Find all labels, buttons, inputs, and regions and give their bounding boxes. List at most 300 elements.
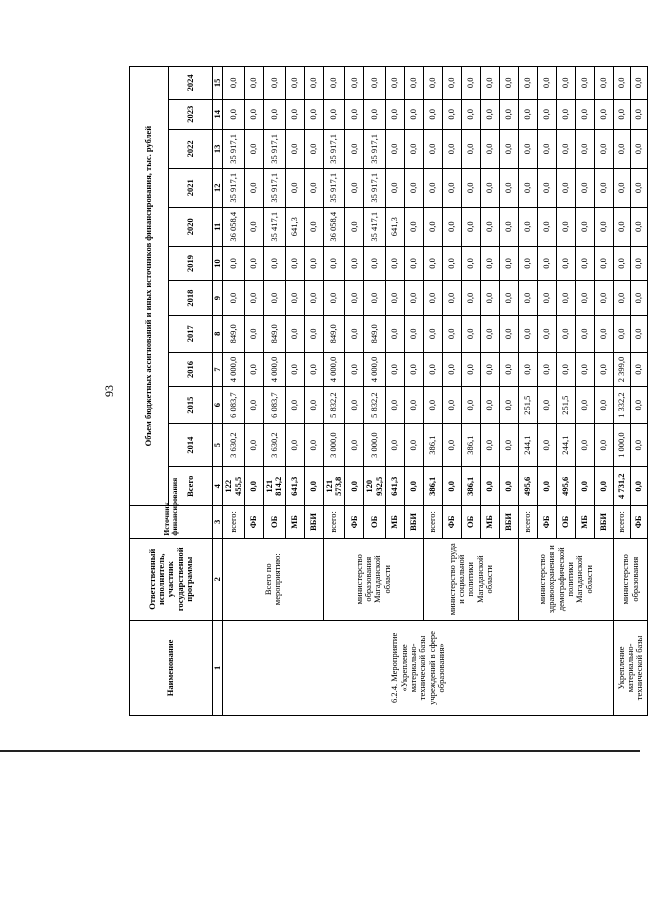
header-year: 2022 [169,129,213,168]
column-number: 5 [213,424,223,467]
value-cell: 3 000,0 [364,424,386,467]
value-cell: 244,1 [519,424,538,467]
value-cell: 0,0 [557,246,576,281]
value-cell: 0,0 [264,67,286,100]
value-cell: 0,0 [500,467,519,506]
value-cell: 0,0 [245,207,264,246]
value-cell: 0,0 [481,129,500,168]
column-number: 4 [213,467,223,506]
value-cell: 0,0 [443,207,462,246]
value-cell: 0,0 [538,315,557,352]
value-cell: 0,0 [462,99,481,129]
value-cell: 0,0 [576,467,595,506]
value-cell: 0,0 [345,281,364,316]
value-cell: 0,0 [576,315,595,352]
header-year: 2017 [169,315,213,352]
column-number: 1 [213,620,223,715]
value-cell: 35 917,1 [223,168,245,207]
value-cell: 0,0 [245,67,264,100]
value-cell: 0,0 [500,129,519,168]
value-cell: 0,0 [304,67,323,100]
value-cell: 0,0 [557,129,576,168]
value-cell: 0,0 [304,352,323,387]
table-row [223,67,245,716]
value-cell: 0,0 [500,315,519,352]
value-cell: 0,0 [443,246,462,281]
value-cell: 0,0 [595,67,614,100]
value-cell: 0,0 [462,129,481,168]
value-cell: 386,1 [424,467,443,506]
header-year: 2024 [169,67,213,100]
value-cell: 0,0 [500,387,519,424]
header-name: Наименование [130,620,213,715]
value-cell: 0,0 [443,281,462,316]
value-cell: 0,0 [345,168,364,207]
value-cell: 0,0 [538,168,557,207]
value-cell: 0,0 [595,99,614,129]
source-cell: ОБ [264,506,286,538]
value-cell: 0,0 [245,129,264,168]
column-number: 7 [213,352,223,387]
value-cell: 0,0 [405,352,424,387]
value-cell: 0,0 [443,387,462,424]
value-cell: 35 917,1 [264,168,286,207]
column-number: 10 [213,246,223,281]
value-cell: 0,0 [245,315,264,352]
value-cell: 0,0 [481,207,500,246]
value-cell: 0,0 [405,467,424,506]
value-cell: 0,0 [614,67,631,100]
value-cell: 0,0 [500,281,519,316]
value-cell: 3 000,0 [323,424,345,467]
value-cell: 0,0 [443,67,462,100]
value-cell: 6 083,7 [264,387,286,424]
value-cell: 0,0 [424,352,443,387]
source-cell: ФБ [538,506,557,538]
value-cell: 0,0 [424,67,443,100]
value-cell: 0,0 [386,315,405,352]
value-cell: 0,0 [538,467,557,506]
source-cell: МБ [285,506,304,538]
value-cell: 0,0 [424,246,443,281]
value-cell: 0,0 [595,129,614,168]
value-cell: 0,0 [304,424,323,467]
value-cell: 0,0 [500,67,519,100]
value-cell: 0,0 [304,207,323,246]
value-cell: 0,0 [595,246,614,281]
value-cell: 0,0 [631,67,648,100]
value-cell: 0,0 [223,67,245,100]
value-cell: 495,6 [519,467,538,506]
value-cell: 641,3 [285,207,304,246]
value-cell: 0,0 [631,315,648,352]
value-cell: 0,0 [245,467,264,506]
value-cell: 35 417,1 [264,207,286,246]
value-cell: 0,0 [424,387,443,424]
table-row [614,67,631,716]
value-cell: 0,0 [223,99,245,129]
value-cell: 4 731,2 [614,467,631,506]
value-cell: 0,0 [386,246,405,281]
value-cell: 0,0 [285,281,304,316]
value-cell: 3 630,2 [264,424,286,467]
value-cell: 0,0 [576,168,595,207]
column-number: 9 [213,281,223,316]
value-cell: 0,0 [576,67,595,100]
value-cell: 0,0 [481,315,500,352]
value-cell: 4 000,0 [323,352,345,387]
value-cell: 0,0 [443,99,462,129]
value-cell: 0,0 [386,129,405,168]
value-cell: 0,0 [386,424,405,467]
value-cell: 641,3 [386,467,405,506]
source-cell: всего: [614,506,631,538]
value-cell: 0,0 [405,246,424,281]
value-cell: 0,0 [345,207,364,246]
header-year: 2023 [169,99,213,129]
value-cell: 0,0 [285,168,304,207]
value-cell: 4 000,0 [264,352,286,387]
value-cell: 0,0 [405,99,424,129]
financing-table [129,66,648,716]
value-cell: 0,0 [285,99,304,129]
header-volume: Объем бюджетных ассигнований и иных источников финансирования, тыс. рублей [130,67,169,506]
value-cell: 0,0 [481,281,500,316]
table-row [424,67,443,716]
value-cell: 0,0 [285,424,304,467]
value-cell: 0,0 [345,99,364,129]
value-cell: 0,0 [364,99,386,129]
value-cell: 0,0 [424,99,443,129]
value-cell: 35 917,1 [364,168,386,207]
value-cell: 0,0 [576,207,595,246]
value-cell: 0,0 [245,352,264,387]
value-cell: 35 917,1 [223,129,245,168]
value-cell: 0,0 [364,246,386,281]
value-cell: 120 932,5 [364,467,386,506]
value-cell: 0,0 [576,281,595,316]
value-cell: 0,0 [557,67,576,100]
value-cell: 0,0 [614,168,631,207]
header-total: Всего [169,467,213,506]
value-cell: 0,0 [557,168,576,207]
header-year: 2014 [169,424,213,467]
source-cell: МБ [576,506,595,538]
column-number: 2 [213,538,223,620]
next-executor-cell: министерство образования [614,538,648,620]
column-number: 8 [213,315,223,352]
value-cell: 0,0 [595,467,614,506]
value-cell: 0,0 [386,387,405,424]
value-cell: 0,0 [405,387,424,424]
value-cell: 0,0 [304,387,323,424]
value-cell: 0,0 [323,99,345,129]
value-cell: 0,0 [285,315,304,352]
value-cell: 0,0 [538,207,557,246]
value-cell: 0,0 [304,99,323,129]
value-cell: 0,0 [481,67,500,100]
value-cell: 0,0 [631,424,648,467]
header-year: 2021 [169,168,213,207]
value-cell: 0,0 [538,99,557,129]
value-cell: 0,0 [614,129,631,168]
rotated-page [96,1,645,716]
value-cell: 0,0 [557,281,576,316]
value-cell: 0,0 [519,315,538,352]
value-cell: 2 399,0 [614,352,631,387]
source-cell: ВБИ [595,506,614,538]
column-number: 12 [213,168,223,207]
header-source: Источник финансирования [130,506,213,538]
value-cell: 0,0 [631,129,648,168]
value-cell: 0,0 [631,281,648,316]
value-cell: 121 814,2 [264,467,286,506]
value-cell: 4 000,0 [223,352,245,387]
value-cell: 35 917,1 [323,129,345,168]
value-cell: 386,1 [462,467,481,506]
value-cell: 0,0 [631,168,648,207]
header-year: 2018 [169,281,213,316]
value-cell: 0,0 [285,67,304,100]
source-cell: ОБ [557,506,576,538]
page-number: 93 [102,385,116,397]
value-cell: 0,0 [595,281,614,316]
value-cell: 0,0 [386,67,405,100]
column-number: 6 [213,387,223,424]
value-cell: 0,0 [576,246,595,281]
value-cell: 0,0 [500,168,519,207]
value-cell: 849,0 [223,315,245,352]
table-row [519,67,538,716]
source-cell: всего: [424,506,443,538]
value-cell: 0,0 [443,315,462,352]
value-cell: 1 000,0 [614,424,631,467]
value-cell: 0,0 [481,352,500,387]
value-cell: 0,0 [500,99,519,129]
value-cell: 0,0 [245,99,264,129]
value-cell: 0,0 [538,129,557,168]
value-cell: 0,0 [323,67,345,100]
value-cell: 0,0 [264,246,286,281]
value-cell: 0,0 [285,352,304,387]
value-cell: 0,0 [223,246,245,281]
header-year: 2020 [169,207,213,246]
value-cell: 0,0 [405,168,424,207]
value-cell: 849,0 [323,315,345,352]
page-divider [0,750,640,752]
value-cell: 641,3 [386,207,405,246]
value-cell: 0,0 [519,99,538,129]
value-cell: 0,0 [481,424,500,467]
value-cell: 0,0 [345,387,364,424]
value-cell: 0,0 [500,246,519,281]
value-cell: 641,3 [285,467,304,506]
value-cell: 0,0 [345,67,364,100]
source-cell: ОБ [462,506,481,538]
value-cell: 0,0 [386,352,405,387]
value-cell: 0,0 [364,67,386,100]
source-cell: ФБ [443,506,462,538]
value-cell: 0,0 [519,352,538,387]
value-cell: 0,0 [304,467,323,506]
column-number: 11 [213,207,223,246]
value-cell: 0,0 [576,352,595,387]
next-measure-name: Укрепление материально-технической базы [614,620,648,715]
source-cell: ФБ [345,506,364,538]
header-year: 2015 [169,387,213,424]
value-cell: 0,0 [557,99,576,129]
source-cell: всего: [223,506,245,538]
value-cell: 0,0 [462,67,481,100]
value-cell: 0,0 [519,246,538,281]
value-cell: 35 917,1 [323,168,345,207]
value-cell: 0,0 [500,424,519,467]
value-cell: 0,0 [245,168,264,207]
value-cell: 0,0 [462,207,481,246]
value-cell: 0,0 [538,67,557,100]
value-cell: 0,0 [595,387,614,424]
header-year: 2016 [169,352,213,387]
value-cell: 0,0 [538,246,557,281]
value-cell: 0,0 [424,281,443,316]
table-row [323,67,345,716]
value-cell: 0,0 [481,246,500,281]
value-cell: 5 832,2 [364,387,386,424]
value-cell: 0,0 [424,315,443,352]
value-cell: 0,0 [386,168,405,207]
value-cell: 122 455,5 [223,467,245,506]
value-cell: 0,0 [595,352,614,387]
value-cell: 0,0 [614,207,631,246]
value-cell: 0,0 [462,246,481,281]
value-cell: 3 630,2 [223,424,245,467]
column-number: 14 [213,99,223,129]
value-cell: 0,0 [576,387,595,424]
executor-cell: Всего по мероприятию: [223,538,323,620]
value-cell: 0,0 [323,281,345,316]
value-cell: 0,0 [538,387,557,424]
column-number: 15 [213,67,223,100]
value-cell: 0,0 [462,315,481,352]
value-cell: 0,0 [264,281,286,316]
column-number: 13 [213,129,223,168]
value-cell: 0,0 [631,246,648,281]
value-cell: 36 058,4 [223,207,245,246]
value-cell: 0,0 [481,168,500,207]
source-cell: ФБ [631,506,648,538]
value-cell: 121 573,8 [323,467,345,506]
value-cell: 0,0 [481,387,500,424]
value-cell: 0,0 [345,315,364,352]
value-cell: 0,0 [557,352,576,387]
value-cell: 0,0 [386,281,405,316]
value-cell: 0,0 [345,467,364,506]
value-cell: 0,0 [631,467,648,506]
executor-cell: министерство здравоохранения и демографической политики Магаданской области [519,538,614,620]
value-cell: 386,1 [424,424,443,467]
value-cell: 0,0 [631,352,648,387]
source-cell: МБ [481,506,500,538]
value-cell: 0,0 [264,99,286,129]
value-cell: 0,0 [614,246,631,281]
value-cell: 0,0 [345,424,364,467]
value-cell: 0,0 [424,207,443,246]
value-cell: 0,0 [500,352,519,387]
source-cell: ВБИ [405,506,424,538]
value-cell: 0,0 [245,387,264,424]
measure-name: 6.2.4. Мероприятие «Укрепление материально-технической базы учреждений в сфере образования» [223,620,614,715]
value-cell: 0,0 [462,352,481,387]
value-cell: 0,0 [595,207,614,246]
value-cell: 0,0 [595,315,614,352]
value-cell: 0,0 [405,207,424,246]
value-cell: 35 917,1 [364,129,386,168]
value-cell: 0,0 [576,424,595,467]
value-cell: 0,0 [519,281,538,316]
value-cell: 0,0 [462,281,481,316]
source-cell: всего: [519,506,538,538]
value-cell: 0,0 [405,281,424,316]
value-cell: 0,0 [519,207,538,246]
executor-cell: министерство труда и социальной политики Магаданской области [424,538,519,620]
value-cell: 0,0 [304,315,323,352]
source-cell: ВБИ [500,506,519,538]
header-executor: Ответственный исполнитель, участник государственной программы [130,538,213,620]
value-cell: 0,0 [304,281,323,316]
header-year: 2019 [169,246,213,281]
value-cell: 0,0 [519,67,538,100]
value-cell: 35 917,1 [264,129,286,168]
value-cell: 6 083,7 [223,387,245,424]
value-cell: 0,0 [285,387,304,424]
source-cell: ФБ [245,506,264,538]
value-cell: 0,0 [443,467,462,506]
value-cell: 35 417,1 [364,207,386,246]
value-cell: 0,0 [538,424,557,467]
value-cell: 0,0 [614,99,631,129]
value-cell: 251,5 [519,387,538,424]
value-cell: 0,0 [323,246,345,281]
value-cell: 0,0 [481,99,500,129]
value-cell: 0,0 [443,129,462,168]
value-cell: 0,0 [538,352,557,387]
value-cell: 0,0 [245,246,264,281]
value-cell: 0,0 [424,168,443,207]
value-cell: 0,0 [443,352,462,387]
value-cell: 0,0 [405,129,424,168]
value-cell: 0,0 [576,129,595,168]
value-cell: 386,1 [462,424,481,467]
value-cell: 0,0 [345,246,364,281]
value-cell: 849,0 [264,315,286,352]
value-cell: 0,0 [405,424,424,467]
value-cell: 0,0 [285,246,304,281]
value-cell: 0,0 [614,315,631,352]
value-cell: 0,0 [519,129,538,168]
value-cell: 5 832,2 [323,387,345,424]
value-cell: 0,0 [405,67,424,100]
value-cell: 4 000,0 [364,352,386,387]
value-cell: 0,0 [481,467,500,506]
value-cell: 0,0 [557,315,576,352]
value-cell: 0,0 [245,424,264,467]
value-cell: 0,0 [443,168,462,207]
value-cell: 0,0 [345,129,364,168]
source-cell: ВБИ [304,506,323,538]
value-cell: 0,0 [285,129,304,168]
value-cell: 0,0 [519,168,538,207]
value-cell: 0,0 [424,129,443,168]
